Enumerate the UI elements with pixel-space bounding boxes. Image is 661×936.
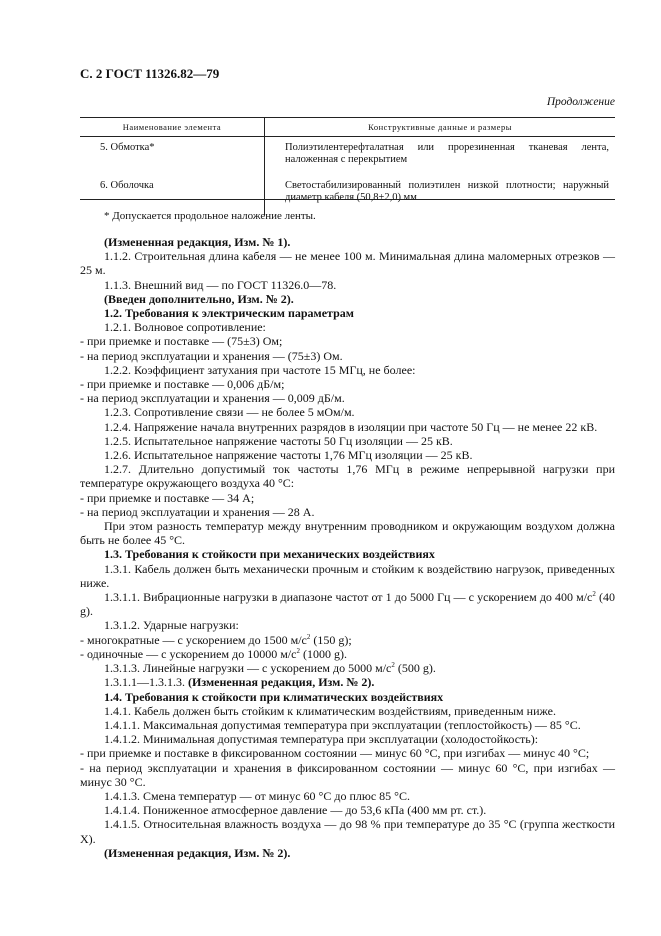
table-header-row: [80, 118, 615, 137]
column-header-element: Наименование элемента: [80, 118, 265, 137]
amendment-note: (Измененная редакция, Изм. № 2).: [104, 845, 291, 860]
paragraph: 1.3.1.2. Ударные нагрузки:: [104, 618, 239, 633]
paragraph: 1.2.4. Напряжение начала внутренних разрядов в изоляции при частоте 50 Гц — не менее 22 кВ.: [104, 419, 598, 434]
superscript: 2: [296, 646, 300, 655]
list-item: - при приемке и поставке — (75±3) Ом;: [80, 334, 283, 349]
paragraph: 1.4.1.2. Минимальная допустимая температура при эксплуатации (холодостойкость):: [104, 732, 539, 747]
section-heading: 1.2. Требования к электрическим параметрам: [104, 306, 354, 321]
paragraph: 1.2.5. Испытательное напряжение частоты 50 Гц изоляции — 25 кВ.: [104, 433, 453, 448]
paragraph: 1.1.2. Строительная длина кабеля — не менее 100 м. Минимальная длина маломерных отрезков — 25 м.: [80, 249, 615, 278]
paragraph: 1.4.1. Кабель должен быть стойким к климатическим воздействиям, приведенным ниже.: [104, 703, 556, 718]
superscript: 2: [306, 632, 311, 641]
list-item: [80, 647, 615, 661]
spec-table: [80, 117, 615, 215]
paragraph: 1.4.1.1. Максимальная допустимая температура при эксплуатации (теплостойкость) — 85 °С.: [104, 717, 581, 732]
document-body: [80, 235, 615, 860]
table-cell-data: Полиэтилентерефталатная или прорезиненная тканевая лента, наложенная с перекрытием: [285, 142, 609, 165]
paragraph: 1.4.1.4. Пониженное атмосферное давление — до 53,6 кПа (400 мм рт. ст.).: [104, 803, 487, 818]
text-run: (40 g).: [80, 590, 615, 619]
amendment-note: (Измененная редакция, Изм. № 1).: [104, 235, 291, 249]
table-bottom-rule: [80, 199, 615, 200]
paragraph: 1.4.1.3. Смена температур — от минус 60 °С до плюс 85 °С.: [104, 788, 410, 803]
text-run: (500 g).: [397, 661, 436, 676]
list-item: - на период эксплуатации и хранения — (75±3) Ом.: [80, 348, 343, 363]
paragraph: 1.2.3. Сопротивление связи — не более 5 мОм/м.: [104, 405, 355, 420]
page-header: С. 2 ГОСТ 11326.82—79: [80, 66, 220, 81]
list-item: [80, 633, 615, 647]
list-item: - при приемке и поставке — 0,006 дБ/м;: [80, 377, 285, 392]
list-item: - на период эксплуатации и хранения — 0,009 дБ/м.: [80, 391, 345, 406]
table-cell-name: 5. Обмотка*: [80, 137, 265, 176]
paragraph: [80, 590, 615, 618]
paragraph: 1.3.1. Кабель должен быть механически прочным и стойким к воздействию нагрузок, приведенных ниже.: [80, 561, 615, 590]
text-run: - многократные — с ускорением до 1500 м/с: [80, 632, 307, 647]
table-row: [80, 137, 615, 176]
amendment-note: (Измененная редакция, Изм. № 2).: [188, 675, 375, 690]
amendment-paragraph: [80, 675, 615, 689]
paragraph: 1.2.2. Коэффициент затухания при частоте 15 МГц, не более:: [104, 362, 416, 377]
column-header-data: Конструктивные данные и размеры: [265, 118, 616, 137]
section-heading: 1.3. Требования к стойкости при механических воздействиях: [104, 547, 435, 562]
text-run: 1.3.1.3. Линейные нагрузки — с ускорением до 5000 м/с: [104, 661, 392, 676]
superscript: 2: [391, 661, 395, 670]
table-cell-name: 6. Оболочка: [80, 175, 265, 215]
paragraph: 1.2.1. Волновое сопротивление:: [104, 320, 266, 335]
amendment-note: (Введен дополнительно, Изм. № 2).: [104, 291, 294, 306]
paragraph: 1.2.7. Длительно допустимый ток частоты 1,76 МГц в режиме непрерывной нагрузки при температуре окружающего воздуха 40 °С:: [80, 462, 615, 491]
section-heading: 1.4. Требования к стойкости при климатических воздействиях: [104, 689, 444, 704]
paragraph: 1.1.3. Внешний вид — по ГОСТ 11326.0—78.: [104, 277, 337, 292]
superscript: 2: [592, 590, 596, 599]
paragraph: При этом разность температур между внутренним проводником и окружающим воздухом должна быть не более 45 °С.: [80, 519, 615, 548]
list-item: - на период эксплуатации и хранения в фиксированном состоянии — минус 60 °С, при изгибах — минус 30 °С.: [80, 760, 615, 789]
footnote: * Допускается продольное наложение ленты.: [104, 210, 316, 222]
text-run: (150 g);: [313, 632, 352, 647]
list-item: - на период эксплуатации и хранения — 28 А.: [80, 504, 315, 519]
table-row: [80, 175, 615, 215]
text-run: (1000 g).: [302, 646, 347, 661]
text-run: 1.3.1.1. Вибрационные нагрузки в диапазоне частот от 1 до 5000 Гц — с ускорением до 400 м/с: [104, 590, 593, 605]
table-cell-data: Светостабилизированный полиэтилен низкой плотности; наружный диаметр кабеля (50,8±2,0) мм: [285, 180, 609, 203]
text-run: - одиночные — с ускорением до 10000 м/с: [80, 646, 297, 661]
continuation-label: Продолжение: [546, 96, 615, 108]
paragraph: [80, 661, 615, 675]
list-item: - при приемке и поставке в фиксированном состоянии — минус 60 °С, при изгибах — минус 40 °С;: [80, 746, 590, 761]
list-item: - при приемке и поставке — 34 А;: [80, 490, 255, 505]
paragraph: 1.4.1.5. Относительная влажность воздуха — до 98 % при температуре до 35 °С (группа жесткости X).: [80, 817, 615, 846]
paragraph: 1.2.6. Испытательное напряжение частоты 1,76 МГц изоляции — 25 кВ.: [104, 448, 473, 463]
text-run: 1.3.1.1—1.3.1.3.: [104, 675, 185, 690]
